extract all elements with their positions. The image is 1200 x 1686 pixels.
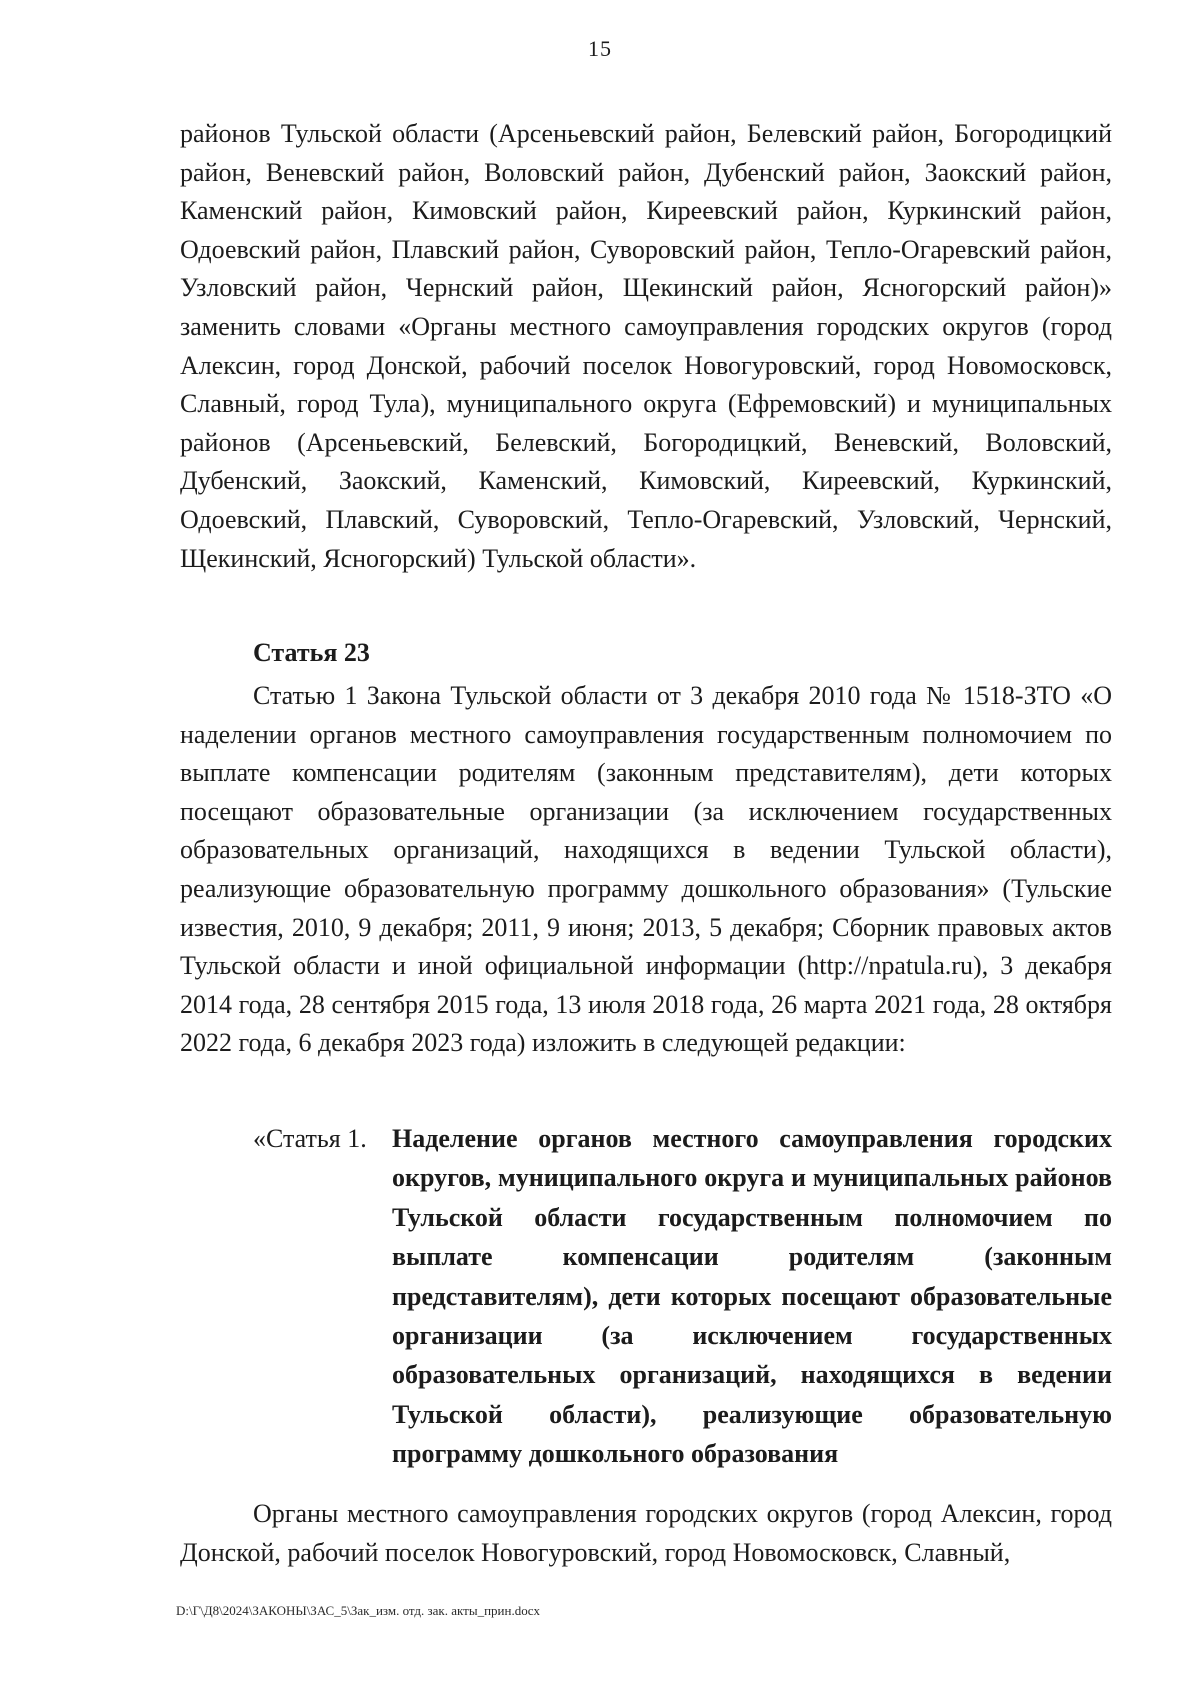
article-body: Статью 1 Закона Тульской области от 3 декабря 2010 года № 1518-ЗТО «О наделении органов местного самоуправления государственным полномочием по выплате компенсации родителям (законным представителям), дети которых посещают образовательные организации (за исключением государственных образовательных организаций, находящихся в ведении Тульской области), реализующие образовательную программу дошкольного образования» (Тульские известия, 2010, 9 декабря; 2011, 9 июня; 2013, 5 декабря; Сборник правовых актов Тульской области и иной официальной информации (http://npatula.ru), 3 декабря 2014 года, 28 сентября 2015 года, 13 июля 2018 года, 26 марта 2021 года, 28 октября 2022 года, 6 декабря 2023 года) изложить в следующей редакции: (180, 681, 1112, 1058)
quoted-article-title: Наделение органов местного самоуправления городских округов, муниципального округа и муниципальных районов Тульской области государственным полномочием по выплате компенсации родителям (законным представителям), дети которых посещают образовательные организации (за исключением государственных образовательных организаций, находящихся в ведении Тульской области), реализующие образовательную программу дошкольного образования (392, 1124, 1112, 1469)
quoted-article-label: «Статья 1. (253, 1124, 367, 1153)
continuation-paragraph: районов Тульской области (Арсеньевский район, Белевский район, Богородицкий район, Веневский район, Воловский район, Дубенский район, Заокский район, Каменский район, Кимовский район, Киреевский район, Куркинский район, Одоевский район, Плавский район, Суворовский район, Тепло-Огаревский район, Узловский район, Чернский район, Щекинский район, Ясногорский район)» заменить словами «Органы местного самоуправления городских округов (город Алексин, город Донской, рабочий поселок Новогуровский, город Новомосковск, Славный, город Тула), муниципального округа (Ефремовский) и муниципальных районов (Арсеньевский, Белевский, Богородицкий, Веневский, Воловский, Дубенский, Заокский, Каменский, Кимовский, Киреевский, Куркинский, Одоевский, Плавский, Суворовский, Тепло-Огаревский, Узловский, Чернский, Щекинский, Ясногорский) Тульской области». (180, 119, 1112, 573)
article-heading: Статья 23 (253, 638, 370, 667)
page-number: 15 (588, 36, 612, 61)
footer-file-path: D:\Г\Д8\2024\ЗАКОНЫ\ЗАС_5\Зак_изм. отд. зак. акты_прин.docx (176, 1603, 540, 1618)
quoted-article-paragraph: Органы местного самоуправления городских округов (город Алексин, город Донской, рабочий поселок Новогуровский, город Новомосковск, Славный, (180, 1499, 1112, 1567)
